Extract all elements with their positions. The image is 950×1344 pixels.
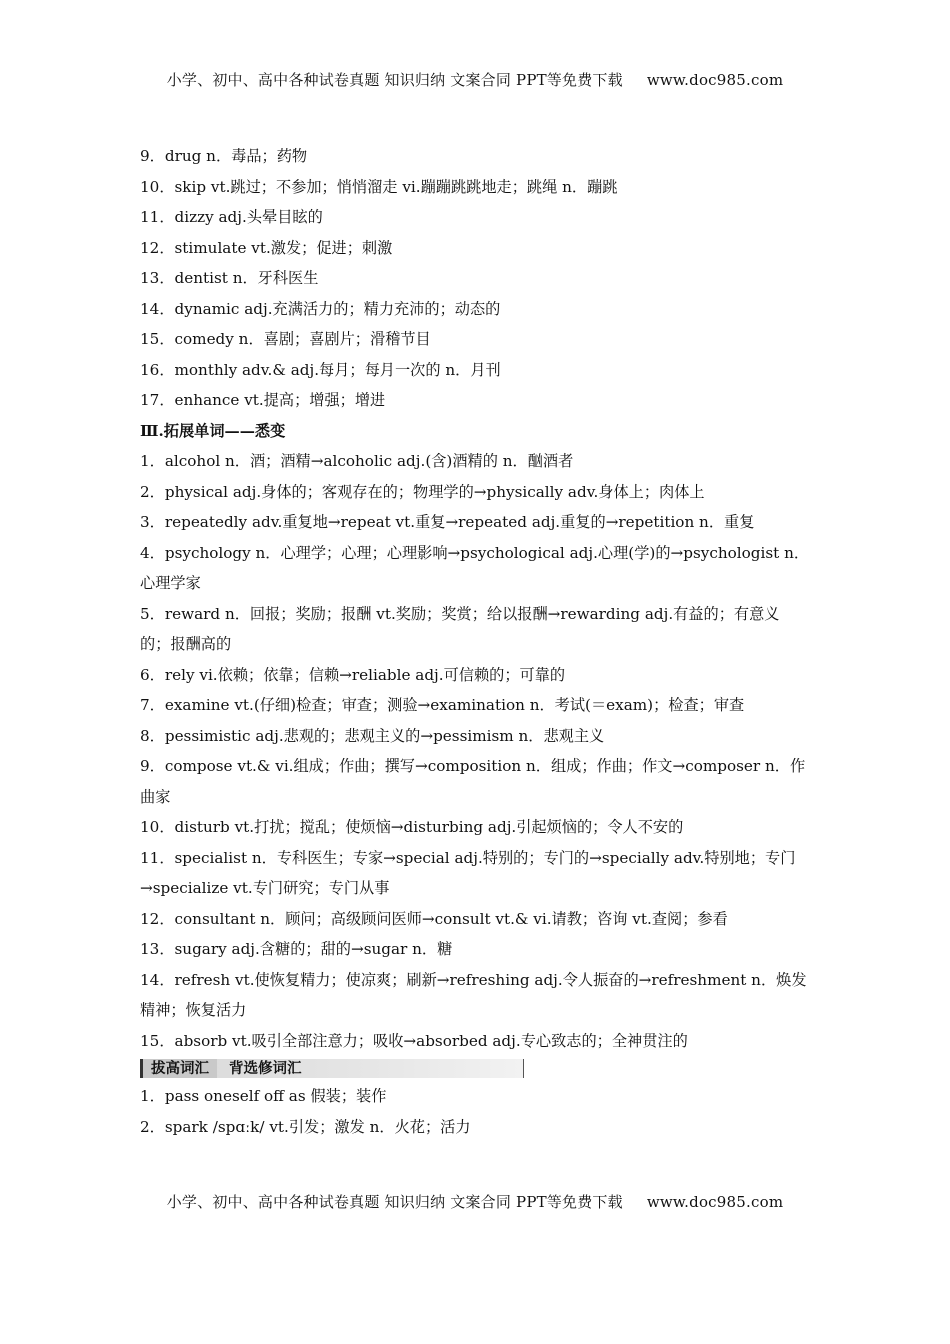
vocab-line: →specialize vt.专门研究；专门从事 [140, 879, 390, 897]
vocab-line: 9．drug n．毒品；药物 [140, 147, 308, 165]
vocab-line: 曲家 [140, 787, 171, 806]
header-text: 小学、初中、高中各种试卷真题 知识归纳 文案合同 PPT等免费下载 [166, 71, 623, 89]
vocab-line: 10．skip vt.跳过；不参加；悄悄溜走 vi.蹦蹦跳跳地走；跳绳 n．蹦跳 [140, 177, 618, 196]
tag-label-advanced: 拔高词汇 [143, 1059, 217, 1078]
footer-text: 小学、初中、高中各种试卷真题 知识归纳 文案合同 PPT等免费下载 [166, 1193, 623, 1211]
tag-label-elective: 背选修词汇 [229, 1060, 302, 1077]
vocab-line: 5．reward n．回报；奖励；报酬 vt.奖励；奖赏；给以报酬→rewarding adj.有益的；有意义 [140, 604, 780, 623]
vocab-line: 2．physical adj.身体的；客观存在的；物理学的→physically adv.身体上；肉体上 [140, 482, 705, 501]
vocab-line: 精神；恢复活力 [140, 1001, 247, 1019]
vocab-line: 1．alcohol n．酒；酒精→alcoholic adj.(含)酒精的 n．酗酒者 [140, 452, 574, 470]
vocab-line: 8．pessimistic adj.悲观的；悲观主义的→pessimism n．悲观主义 [140, 726, 605, 745]
word-list-b [140, 446, 812, 1056]
page-footer [0, 1191, 950, 1212]
vocab-line: 心理学家 [140, 574, 201, 592]
vocab-line: 的；报酬高的 [140, 635, 232, 653]
vocab-line: 9．compose vt.& vi.组成；作曲；撰写→composition n．组成；作曲；作文→composer n．作 [140, 757, 806, 775]
vocab-line: 17．enhance vt.提高；增强；增进 [140, 391, 386, 409]
vocab-line: 11．dizzy adj.头晕目眩的 [140, 208, 323, 226]
section-title: Ⅲ.拓展单词——悉变 [140, 421, 286, 440]
vocab-line: 10．disturb vt.打扰；搅乱；使烦恼→disturbing adj.引起烦恼的；令人不安的 [140, 818, 684, 836]
word-list-a [140, 141, 812, 416]
page-header [0, 69, 950, 90]
vocab-line: 4．psychology n．心理学；心理；心理影响→psychological adj.心理(学)的→psychologist n． [140, 543, 810, 562]
footer-site: www.doc985.com [646, 1193, 784, 1211]
section-tag-bar [140, 1059, 524, 1078]
vocab-line: 11．specialist n．专科医生；专家→special adj.特别的；专门的→specially adv.特别地；专门 [140, 848, 796, 867]
vocab-line: 1．pass oneself off as 假装；装作 [140, 1087, 387, 1105]
vocab-line: 16．monthly adv.& adj.每月；每月一次的 n．月刊 [140, 360, 501, 379]
vocab-line: 7．examine vt.(仔细)检查；审查；测验→examination n．考试(＝exam)；检查；审查 [140, 696, 745, 714]
vocab-line: 14．refresh vt.使恢复精力；使凉爽；刷新→refreshing adj.令人振奋的→refreshment n．焕发 [140, 970, 807, 989]
vocab-line: 15．comedy n．喜剧；喜剧片；滑稽节目 [140, 330, 431, 348]
vocab-line: 13．dentist n．牙科医生 [140, 269, 319, 287]
vocab-content [140, 141, 812, 1142]
vocab-line: 12．stimulate vt.激发；促进；刺激 [140, 238, 393, 257]
vocab-line: 14．dynamic adj.充满活力的；精力充沛的；动态的 [140, 299, 501, 318]
header-site: www.doc985.com [646, 71, 784, 89]
vocab-line: 2．spark /spɑːk/ vt.引发；激发 n．火花；活力 [140, 1117, 471, 1136]
vocab-line: 12．consultant n．顾问；高级顾问医师→consult vt.& vi.请教；咨询 vt.查阅；参看 [140, 909, 728, 928]
vocab-line: 3．repeatedly adv.重复地→repeat vt.重复→repeated adj.重复的→repetition n．重复 [140, 513, 755, 531]
vocab-line: 6．rely vi.依赖；依靠；信赖→reliable adj.可信赖的；可靠的 [140, 665, 566, 684]
word-list-c [140, 1081, 812, 1142]
vocab-line: 15．absorb vt.吸引全部注意力；吸收→absorbed adj.专心致志的；全神贯注的 [140, 1031, 688, 1050]
vocab-line: 13．sugary adj.含糖的；甜的→sugar n．糖 [140, 940, 453, 958]
